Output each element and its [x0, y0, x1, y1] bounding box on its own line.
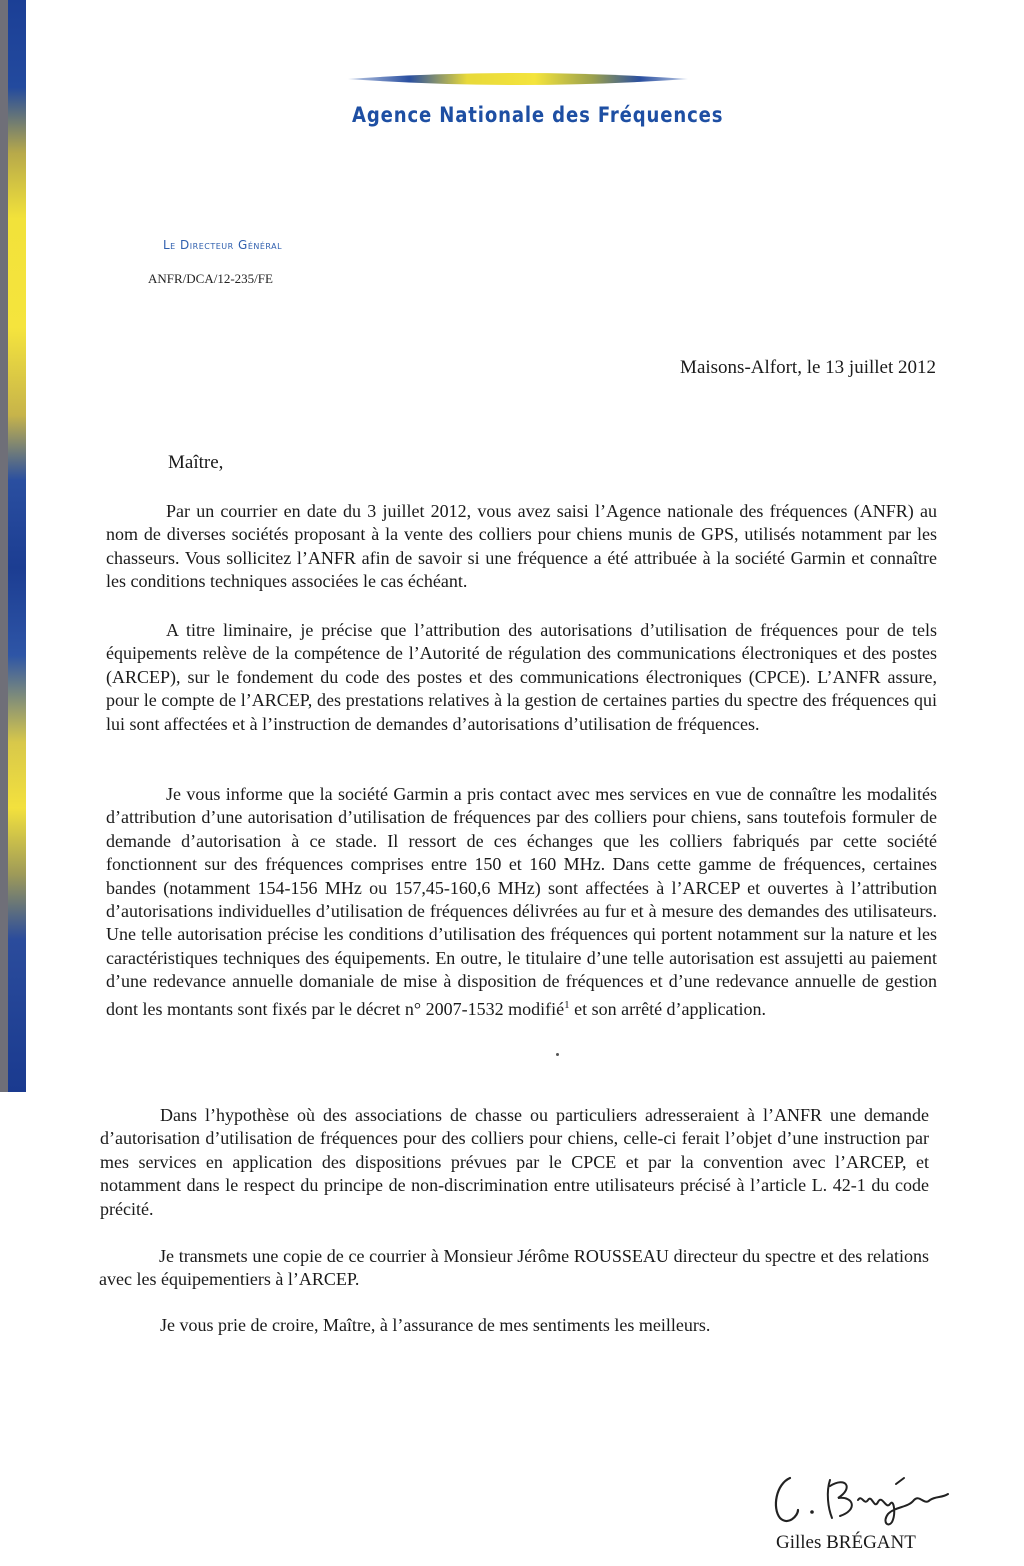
paragraph-3 [106, 783, 937, 1021]
scan-speck [556, 1053, 559, 1056]
paragraph-2 [106, 619, 937, 736]
paragraph-1-text: Par un courrier en date du 3 juillet 2012, vous avez saisi l’Agence nationale des fréquences (ANFR) au nom de diverses sociétés proposant à la vente des colliers pour chiens munis de GPS, utilisés notamment par les chasseurs. Vous sollicitez l’ANFR afin de savoir si une fréquence a été attribuée à la société Garmin et connaître les conditions techniques associées le cas échéant. [106, 501, 937, 592]
paragraph-4 [100, 1104, 929, 1221]
anfr-logo-icon [348, 70, 688, 88]
sender-title: Le Directeur Général [163, 238, 283, 252]
salutation: Maître, [168, 452, 224, 473]
closing-formula-text: Je vous prie de croire, Maître, à l’assurance de mes sentiments les meilleurs. [160, 1315, 711, 1335]
blue-yellow-stripe [8, 0, 26, 1092]
paragraph-2-text: A titre liminaire, je précise que l’attribution des autorisations d’utilisation de fréquences pour de tels équipements relève de la compétence de l’Autorité de régulation des communications électroniques et des postes (ARCEP), sur le fondement du code des postes et des communications électroniques (CPCE). L’ANFR assure, pour le compte de l’ARCEP, des prestations relatives à la gestion de certaines parties du spectre des fréquences qui lui sont affectées et à l’instruction de demandes d’autorisations d’utilisation de fréquences. [106, 620, 937, 734]
closing-formula [160, 1314, 860, 1337]
paragraph-3-text: Je vous informe que la société Garmin a pris contact avec mes services en vue de connaître les modalités d’attribution d’une autorisation d’utilisation de fréquences par des colliers pour chiens, sans toutefois formuler de demande d’autorisation à ce stade. Il ressort de ces échanges que les colliers fabriqués par cette société fonctionnent sur des fréquences comprises entre 150 et 160 MHz. Dans cette gamme de fréquences, certaines bandes (notamment 154-156 MHz ou 157,45-160,6 MHz) sont affectées à l’ARCEP et ouvertes à l’attribution d’autorisations individuelles d’utilisation de fréquences délivrées au fur et à mesure des demandes des utilisateurs. Une telle autorisation précise les conditions d’utilisation des fréquences qui portent notamment sur la nature et les caractéristiques techniques des équipements. En outre, le titulaire d’une telle autorisation est assujetti au paiement d’une redevance annuelle domaniale de mise à disposition de fréquences et d’une redevance annuelle de gestion dont les montants sont fixés par le décret n° 2007-1532 modifié [106, 784, 937, 1019]
handwritten-signature [768, 1470, 953, 1530]
footnote-mark: 1 [564, 998, 570, 1011]
paragraph-4-text: Dans l’hypothèse où des associations de chasse ou particuliers adresseraient à l’ANFR une demande d’autorisation d’utilisation de fréquences pour des colliers pour chiens, celle-ci ferait l’objet d’une instruction par mes services en application des dispositions prévues par le CPCE et par la convention avec l’ARCEP, et notamment dans le respect du principe de non-discrimination entre utilisateurs précisé à l’article L. 42-1 du code précité. [100, 1105, 929, 1219]
paragraph-5 [99, 1245, 929, 1292]
paragraph-5-text: Je transmets une copie de ce courrier à Monsieur Jérôme ROUSSEAU directeur du spectre et des relations avec les équipementiers à l’ARCEP. [99, 1246, 929, 1290]
signatory-name: Gilles BRÉGANT [776, 1532, 916, 1553]
paragraph-1 [106, 500, 937, 594]
agency-name: Agence Nationale des Fréquences [352, 103, 724, 127]
place-date: Maisons-Alfort, le 13 juillet 2012 [680, 357, 936, 378]
reference-number: ANFR/DCA/12-235/FE [148, 271, 273, 286]
paragraph-3-tail: et son arrêté d’application. [569, 998, 767, 1019]
letterhead-side-stripe [0, 0, 26, 1092]
grey-stripe [0, 0, 8, 1092]
